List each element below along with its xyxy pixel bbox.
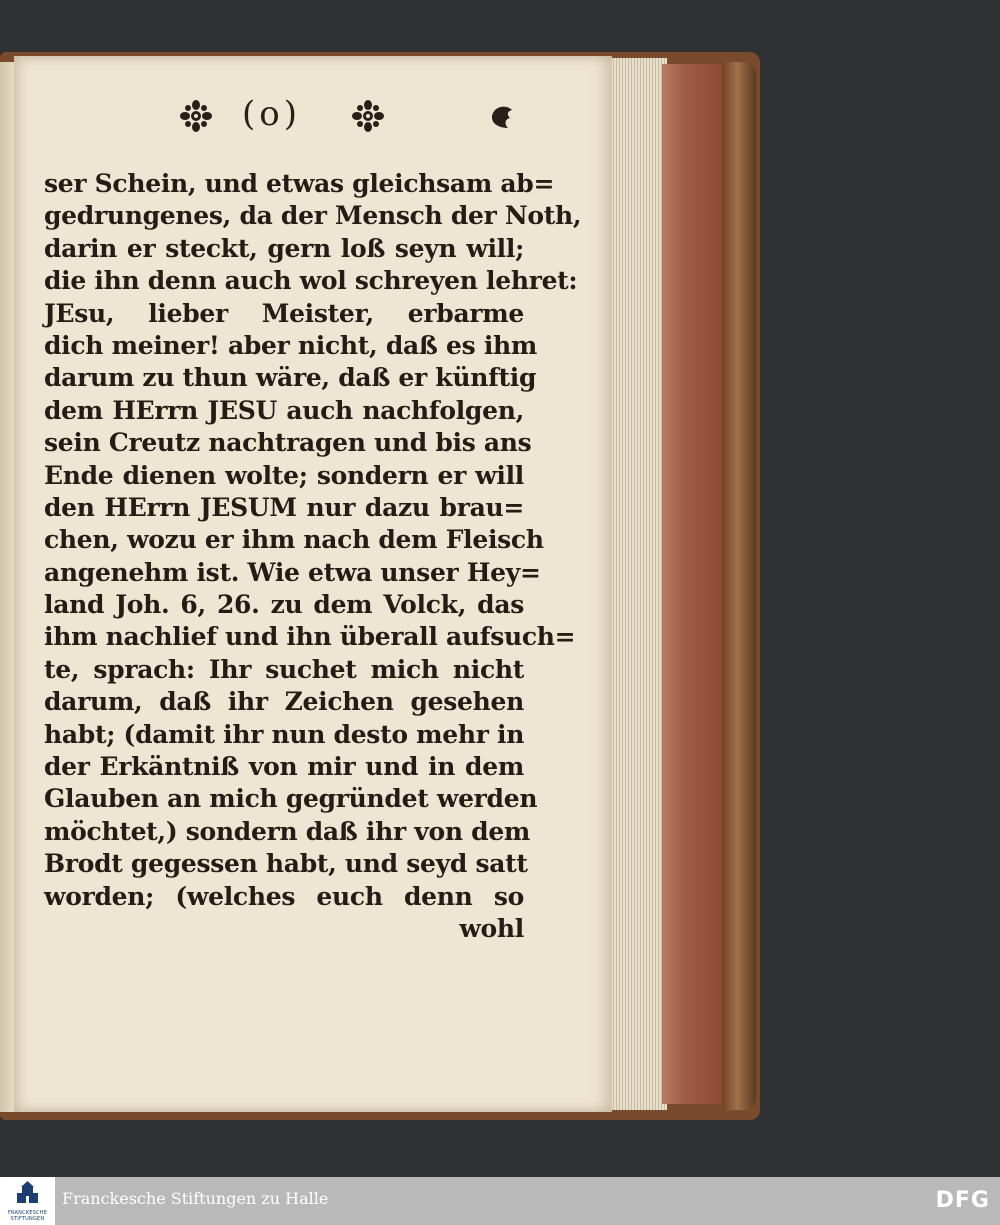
red-page-edge bbox=[662, 64, 724, 1104]
text-line: Brodt gegessen habt, und seyd satt bbox=[44, 849, 528, 879]
floral-fleuron-icon bbox=[180, 100, 212, 132]
text-line: die ihn denn auch wol schreyen lehret: bbox=[44, 266, 578, 296]
floral-fleuron-icon bbox=[352, 100, 384, 132]
text-line: angenehm ist. Wie etwa unser Hey= bbox=[44, 557, 541, 587]
text-line: Glauben an mich gegründet werden bbox=[44, 784, 538, 814]
text-line: Ende dienen wolte; sondern er will bbox=[44, 460, 524, 490]
text-line: worden; (welches euch denn so bbox=[44, 881, 524, 911]
text-line: ser Schein, und etwas gleichsam ab= bbox=[44, 169, 555, 198]
page-number: (o) bbox=[242, 94, 301, 134]
text-line: der Erkäntniß von mir und in dem bbox=[44, 752, 524, 782]
logo-caption: FRANCKESCHE STIFTUNGEN bbox=[7, 1210, 48, 1222]
text-line: darin er steckt, gern loß seyn will; bbox=[44, 233, 524, 263]
text-line: habt; (damit ihr nun desto mehr in bbox=[44, 719, 525, 749]
text-line: JEsu, lieber Meister, erbarme bbox=[44, 298, 524, 328]
text-line: den HErrn JESUM nur dazu brau= bbox=[44, 492, 524, 522]
text-line: möchtet,) sondern daß ihr von dem bbox=[44, 816, 531, 846]
text-line: dem HErrn JESU auch nachfolgen, bbox=[44, 395, 524, 425]
page-stack-edge bbox=[610, 58, 667, 1110]
franckesche-stiftungen-logo-icon[interactable] bbox=[0, 1177, 55, 1225]
dfg-logo[interactable]: DFG bbox=[935, 1188, 990, 1213]
text-line: chen, wozu er ihm nach dem Fleisch bbox=[44, 525, 544, 555]
page-text bbox=[44, 168, 582, 945]
text-line: dich meiner! aber nicht, daß es ihm bbox=[44, 330, 538, 360]
text-line: darum, daß ihr Zeichen gesehen bbox=[44, 687, 524, 717]
text-line: ihm nachlief und ihn überall aufsuch= bbox=[44, 622, 576, 652]
building-icon bbox=[0, 1177, 55, 1211]
printer-mark-icon bbox=[488, 102, 516, 130]
text-line: land Joh. 6, 26. zu dem Volck, das bbox=[44, 590, 524, 620]
footer-bar bbox=[0, 1177, 1000, 1225]
catchword: wohl bbox=[459, 913, 524, 943]
leather-cover-edge bbox=[722, 62, 756, 1110]
institution-name[interactable]: Franckesche Stiftungen zu Halle bbox=[62, 1189, 329, 1208]
text-line: gedrungenes, da der Mensch der Noth, bbox=[44, 201, 582, 231]
text-line: darum zu thun wäre, daß er künftig bbox=[44, 363, 537, 393]
page-header bbox=[180, 96, 520, 140]
text-line: sein Creutz nachtragen und bis ans bbox=[44, 428, 532, 458]
text-line: te, sprach: Ihr suchet mich nicht bbox=[44, 654, 524, 684]
